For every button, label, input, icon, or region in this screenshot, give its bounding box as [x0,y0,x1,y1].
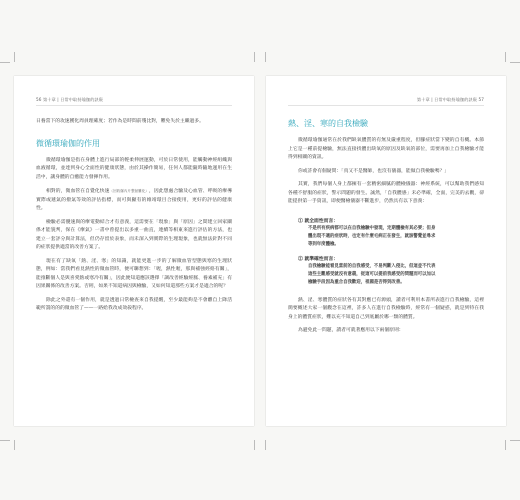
crop-mark [510,62,520,63]
key-point-line: 體出現不適的症狀時，也定有什麼毛病正在發生，就該警覺並尋求 [308,233,436,239]
crop-mark [510,440,520,441]
key-point-line: 檢驗手段因為重合自我歡迎，祖國是否得到改善。 [308,279,405,285]
section-title: 熱、淫、寒的自我檢驗 [288,119,368,128]
body-paragraph: 除此之外還有一個作用，就是透過日常檢查來自我提醒，至少最能夠是不會離自上降活範所謂的的的微血管了——一路給我改成效殺程序。 [36,297,232,311]
crop-mark [265,52,266,62]
paragraph-text: ，因此想處合驗及心血管、呼吸的療導實際或遞氣的撥氣等效的評估指標，而可與顯有的維靖環目合接使用，更好的評估的健康性。 [36,189,232,211]
inline-note: （回收爆內片整射難化） [109,189,150,193]
left-page [14,76,254,426]
key-point-line: 自我檢驗能看見當前的自我感受，不易判斷入侵比，但這並不代表 [308,263,436,269]
key-point-title: ① 就全面性而言： [298,217,339,224]
right-page [266,76,506,426]
crop-mark [14,440,15,450]
body-paragraph: 熱、淫、寒體質的症狀各有其對應已有源頭，讀者可利用本書所表進行自我檢驗，這裡簡要概述大家一個觀念在這裡，許多人在進行自我檢驗時，經常有一個疑惑，就是到特在我身上的體質症狀，難以充不知道自己到底屬於哪一類的體質。 [288,297,484,320]
crop-mark [0,440,10,441]
running-header: 第十章 | 日常中取持瑜伽的訣竅 57 [416,97,484,102]
key-point-title: ② 就準確性而言： [298,255,339,262]
body-paragraph: 你或許會有個疑問：「真又不是醫師，也沒有儀器，能做自我檢驗嗎？」 [298,168,450,174]
right-page-content [288,118,484,341]
body-paragraph: 微循環瑜伽是指在身體上進行局部的輕柔伸展運動，可於日常使用，能觸動神經組織與血液循環，並達到身心全面性的健康狀態，由於其操作簡易，任何人都能隨時隨地運用在生活中，讓身體的自癒能力發揮作用。 [36,157,232,180]
crop-mark [505,440,506,450]
key-point-line: 不是所有疾病都可以在自我檢驗中發現，定期體檢有其必要；但身 [308,225,436,231]
body-paragraph: 為避免此一問題，讀者可就著應用以下兩個原則： [298,328,404,333]
section-title: 微循環瑜伽的作用 [36,138,100,148]
body-paragraph: 微循環瑜伽通常在於我們缺氧體質的有無及嚴重程度，但腳症狀當下變的自有概。本節上它是一種前提檢驗，無法直接找體出缺氧的原因及缺氧的部位，需要再加上自我檢驗才能得到相關的資訊。 [288,138,484,160]
key-points-block [298,217,484,287]
left-page-content [36,118,232,319]
paragraph-text: 相對的，微血管在自覺化快速 [46,189,110,194]
body-paragraph-with-note [36,187,232,214]
body-paragraph: 檢驗必需優速與的療電動結合才有意義，這需要在「現象」與「原因」之間建立回家關係才能貌判，保在《療氣》一書中曾提出以多重一曲直，連續等相東來進行評估的方法，也建立一套評分與計算法，但仍存留於表象，而未深入到實際的生理現象，也就無法針對不同的症狀提供適當的改善方案了。 [36,219,232,250]
header-rule [36,105,232,106]
running-header: 56 第十章 | 日常中取持瑜伽的訣竅 [36,97,104,102]
body-paragraph: 日養當下的攻速獲化周員理確度；若作為是時間前殘比對，難免失於主繼過多。 [36,119,204,124]
crop-mark [14,52,15,62]
key-point-line: 這些主觀感受就沒有意義，從這可以提前我感受的問題而可以加以 [308,271,436,277]
crop-mark [505,52,506,62]
body-paragraph: 現在有了缺氧「熱、淫、寒」的知識，就能更進一步的了解微血管型態與寒的生理狀態，例如：當我們看見熱性的微血管時，便可聯想到：「喔，熱性喔，那與補強經絡有關」，能推斷個人是與喜愛熱或寒冷有關」，因此便知道應該選擇「調改善經驗經脈、養素補充」有因果關係的改善方案。否則，如果不知道病因與檢驗，又如何知道那些方案才是適合的呢？ [36,258,232,289]
crop-mark [254,52,255,62]
key-point-line: 等到年度體檢。 [308,241,339,247]
crop-mark [265,440,266,450]
crop-mark [0,62,10,63]
body-paragraph: 其實，我們每個人身上都擁有一套精密細膩的體檢儀器：神經系統，可以幫助我們感知各種不舒服的症狀，警示問題的發生。誠然，「自我體感」未必準確，全面，完美的去觀，卻能提供第一手資訊，即便醫檢儀器不斷進步，仍然具有以下意義： [288,182,484,204]
header-rule [288,105,484,106]
crop-mark [254,440,255,450]
